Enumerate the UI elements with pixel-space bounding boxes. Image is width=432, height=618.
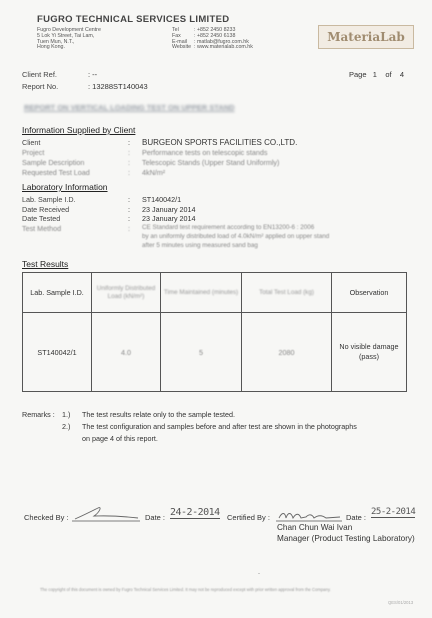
- info-label-client: Client: [22, 138, 41, 147]
- info-label-sample: Sample Description: [22, 158, 85, 167]
- cell-time: 5: [161, 313, 242, 392]
- checked-by-label: Checked By :: [24, 513, 69, 522]
- company-contact: [172, 28, 253, 51]
- info-label-project: Project: [22, 148, 45, 157]
- footer-copyright: The copyright of this document is owned by Fugro Technical Services Limited. It may not be reproduced except with prior written approval from the Company.: [40, 587, 331, 592]
- remark-2-continuation: on page 4 of this report.: [82, 434, 158, 443]
- materialab-logo: MateriaLab: [318, 25, 414, 49]
- contact-website: Website : www.materialab.com.hk: [172, 44, 253, 51]
- cell-observation: No visible damage (pass): [332, 313, 407, 392]
- footer-code: QES/01/2013: [388, 600, 414, 605]
- cell-total-load: 2080: [242, 313, 332, 392]
- remark-2-text: The test configuration and samples before and after test are shown in the photographs: [82, 422, 357, 431]
- report-no-value: : 13288ST140043: [88, 82, 148, 91]
- lab-value-date-received: 23 January 2014: [142, 205, 196, 214]
- info-value-client: BURGEON SPORTS FACILITIES CO.,LTD.: [142, 138, 298, 147]
- checked-date-label: Date :: [145, 513, 166, 522]
- section-test-results: Test Results: [22, 259, 69, 269]
- lab-label-date-tested: Date Tested: [22, 214, 61, 223]
- client-ref-label: Client Ref.: [22, 70, 58, 79]
- contact-tel: Tel : +852 2450 8233: [172, 27, 236, 33]
- info-value-sample: Telescopic Stands (Upper Stand Uniformly): [142, 158, 280, 167]
- lab-value-test-method-line2: by an uniformly distributed load of 4.0kN/m² applied on upper stand: [142, 233, 330, 240]
- col-header-udl: Uniformly Distributed Load (kN/m²): [92, 273, 161, 313]
- company-address: [37, 28, 101, 51]
- address-line: Hong Kong.: [37, 44, 65, 51]
- col-header-time: Time Maintained (minutes): [161, 273, 242, 313]
- lab-value-test-method-line3: after 5 minutes using measured sand bag: [142, 242, 258, 249]
- info-value-load: 4kN/m²: [142, 168, 166, 177]
- contact-fax: Fax : +852 2450 6138: [172, 32, 236, 39]
- lab-label-date-received: Date Received: [22, 205, 70, 214]
- table-header-row: [23, 273, 407, 313]
- cell-sample-id: ST140042/1: [23, 313, 92, 392]
- lab-value-sample-id: ST140042/1: [142, 195, 182, 204]
- checked-date-value: 24-2-2014: [170, 507, 220, 518]
- info-value-project: Performance tests on telescopic stands: [142, 148, 268, 157]
- remark-1-text: The test results relate only to the sample tested.: [82, 410, 236, 419]
- remark-1-num: 1.): [62, 410, 71, 419]
- section-info-supplied: Information Supplied by Client: [22, 125, 136, 135]
- col-header-total-load: Total Test Load (kg): [242, 273, 332, 313]
- address-line: Tuen Mun, N.T.,: [37, 38, 75, 45]
- remarks-label: Remarks :: [22, 410, 55, 419]
- remark-2-num: 2.): [62, 422, 71, 431]
- certified-by-label: Certified By :: [227, 513, 270, 522]
- contact-email: E-mail : matlab@fugro.com.hk: [172, 38, 249, 45]
- footer-mark: -: [258, 571, 260, 577]
- lab-label-test-method: Test Method: [22, 224, 62, 233]
- report-title: REPORT ON VERTICAL LOADING TEST ON UPPER STAND: [24, 103, 235, 112]
- checker-signature: [72, 502, 142, 524]
- lab-label-sample-id: Lab. Sample I.D.: [22, 195, 76, 204]
- col-header-observation: Observation: [332, 273, 407, 313]
- results-table: [22, 272, 407, 392]
- col-header-sample-id: Lab. Sample I.D.: [23, 273, 92, 313]
- certifier-name: Chan Chun Wai Ivan: [277, 523, 353, 532]
- address-line: Fugro Development Centre: [37, 27, 101, 33]
- table-row: [23, 313, 407, 392]
- info-label-load: Requested Test Load: [22, 168, 90, 177]
- certifier-position: Manager (Product Testing Laboratory): [277, 534, 415, 543]
- report-no-label: Report No.: [22, 82, 59, 91]
- address-line: 5 Lok Yi Street, Tai Lam,: [37, 32, 95, 39]
- page-indicator: Page 1 of 4: [349, 70, 405, 79]
- company-name: FUGRO TECHNICAL SERVICES LIMITED: [37, 14, 230, 25]
- lab-value-test-method: CE Standard test requirement according to EN13200-6 : 2006: [142, 224, 315, 231]
- certifier-signature: [276, 504, 344, 524]
- cell-udl: 4.0: [92, 313, 161, 392]
- certified-date-label: Date :: [346, 513, 367, 522]
- client-ref-value: : --: [88, 70, 98, 79]
- section-lab-info: Laboratory Information: [22, 182, 108, 192]
- lab-value-date-tested: 23 January 2014: [142, 214, 196, 223]
- certified-date-value: 25-2-2014: [371, 507, 416, 517]
